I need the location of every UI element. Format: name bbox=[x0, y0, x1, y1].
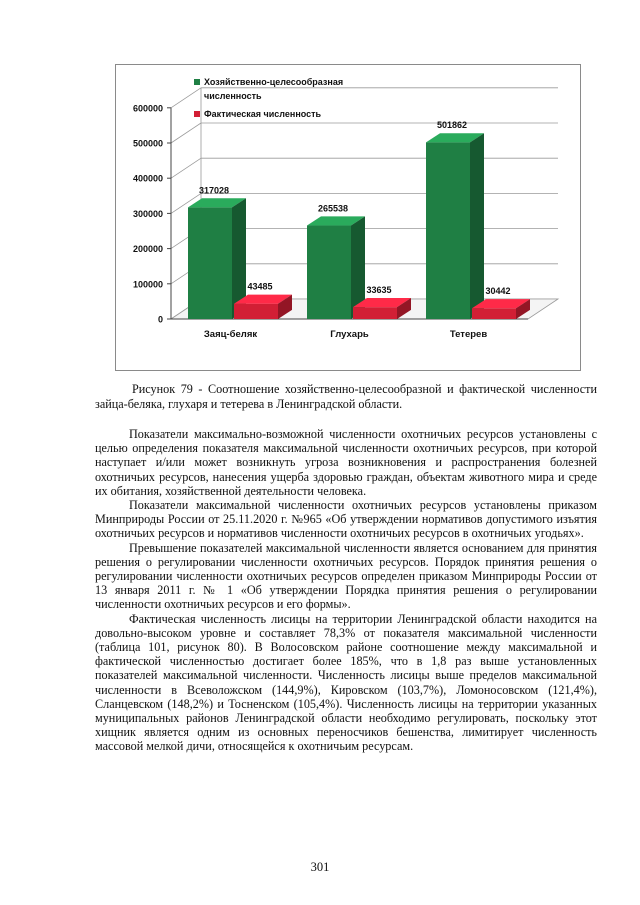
bar-value-label: 317028 bbox=[198, 185, 230, 196]
legend-swatch bbox=[194, 79, 200, 85]
x-category-label: Заяц-беляк bbox=[203, 329, 258, 340]
gridline-side bbox=[171, 88, 201, 108]
figure-caption bbox=[95, 382, 597, 412]
legend-swatch bbox=[194, 111, 200, 117]
y-tick-label: 600000 bbox=[132, 103, 163, 114]
gridline-side bbox=[171, 123, 201, 143]
y-tick-label: 200000 bbox=[132, 244, 163, 255]
bar-front bbox=[472, 308, 516, 319]
y-tick-label: 0 bbox=[157, 314, 163, 325]
bar-value-label: 43485 bbox=[247, 281, 273, 292]
bar-front bbox=[353, 307, 397, 319]
gridline-side bbox=[171, 158, 201, 178]
legend-label: Фактическая численность bbox=[204, 109, 322, 119]
page-number: 301 bbox=[310, 860, 330, 874]
bar-chart bbox=[116, 65, 580, 370]
bar-value-label: 501862 bbox=[436, 120, 468, 131]
x-category-label: Глухарь bbox=[330, 329, 369, 340]
bar-value-label: 33635 bbox=[366, 285, 392, 296]
caption-text: Рисунок 79 - Соотношение хозяйственно-целесообразной и фактической численности зайца-беляка, глухаря и тетерева в Ленинградской области. bbox=[95, 382, 597, 411]
bar-side bbox=[470, 133, 484, 319]
bar-value-label: 30442 bbox=[485, 286, 511, 297]
bar-front bbox=[307, 226, 351, 319]
bar-front bbox=[234, 304, 278, 319]
body-text bbox=[95, 427, 597, 754]
y-tick-label: 400000 bbox=[132, 173, 163, 184]
paragraph-3: Превышение показателей максимальной численности является основанием для принятия решения о регулировании численности охотничьих ресурсов. Порядок принятия решения о регулировании численности охотничьих ресурсов определен приказом Минприроды России от 13 января 2011 г. № 1 «Об утверждении Порядка принятия решения о регулировании численности охотничьих ресурсов и его формы». bbox=[95, 540, 597, 612]
y-tick-label: 500000 bbox=[132, 138, 163, 149]
x-category-label: Тетерев bbox=[449, 329, 488, 340]
bar-front bbox=[188, 207, 232, 319]
legend-label: Хозяйственно-целесообразная bbox=[204, 77, 344, 87]
bar-front bbox=[426, 142, 470, 319]
paragraph-1: Показатели максимально-возможной численности охотничьих ресурсов установлены с целью определения показателя максимальной численности охотничьих ресурсов, при которой наступает и/или может возникнуть угроза возникновения и распространения болезней охотничьих ресурсов, нанесения ущерба здоровью граждан, объектам животного мира и среде их обитания, хозяйственной деятельности человека. bbox=[95, 427, 597, 498]
y-tick-label: 100000 bbox=[132, 279, 163, 290]
paragraph-4: Фактическая численность лисицы на территории Ленинградской области находится на довольно-высоком уровне и составляет 78,3% от показателя максимальной численности (таблица 101, рисунок 80). В Волосовском районе соотношение между максимальной и фактической численностью достигает более 185%, что в 1,8 раз выше установленных показателей максимальной численности. Численность лисицы выше пределов максимальной численности в Всеволожском (144,9%), Кировском (103,7%), Ломоносовском (121,4%), Сланцевском (148,2%) и Тосненском (105,4%). Численность лисицы на территории указанных муниципальных районов Ленинградской области необходимо регулировать, поскольку этот хищник является одним из основных переносчиков бешенства, лимитирует численность массовой мелкой дичи, относящейся к охотничьим ресурсам. bbox=[95, 611, 597, 754]
bar-value-label: 265538 bbox=[317, 203, 349, 214]
legend-label: численность bbox=[204, 91, 262, 101]
paragraph-2: Показатели максимальной численности охотничьих ресурсов установлены приказом Минприроды России от 25.11.2020 г. №965 «Об утверждении нормативов допустимого изъятия охотничьих ресурсов и нормативов численности охотничьих ресурсов в охотничьих угодьях». bbox=[95, 498, 597, 541]
y-tick-label: 300000 bbox=[132, 208, 163, 219]
chart-container bbox=[115, 64, 581, 371]
